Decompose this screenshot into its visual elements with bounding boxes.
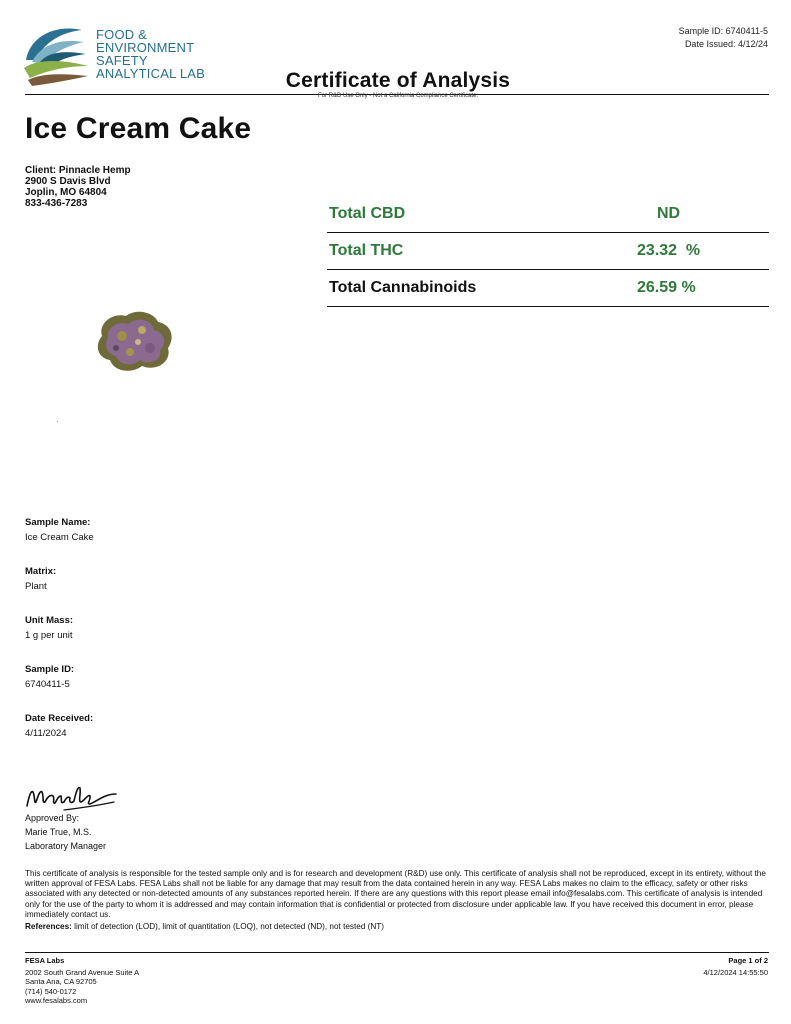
detail-date-received bbox=[25, 713, 94, 740]
date-issued: Date Issued: 4/12/24 bbox=[684, 39, 768, 49]
footer-page-info bbox=[703, 956, 768, 977]
detail-label: Sample Name: bbox=[25, 517, 91, 528]
summary-label: Total Cannabinoids bbox=[329, 279, 477, 296]
references-text: limit of detection (LOD), limit of quantitation (LOQ), not detected (ND), not tested (NT) bbox=[71, 922, 385, 931]
signature bbox=[24, 780, 120, 814]
summary-row-total-cannabinoids bbox=[327, 270, 769, 307]
client-phone: 833-436-7283 bbox=[25, 198, 88, 209]
detail-value: Plant bbox=[25, 581, 47, 592]
certificate-subtitle: For R&D Use Only - Not a California Compliance Certificate. bbox=[317, 93, 479, 99]
footer-website-link[interactable]: www.fesalabs.com bbox=[25, 995, 88, 1005]
summary-label: Total CBD bbox=[329, 205, 406, 222]
summary-label: Total THC bbox=[329, 242, 404, 259]
stray-mark bbox=[57, 421, 58, 422]
footer-address-line: Santa Ana, CA 92705 bbox=[25, 977, 97, 987]
product-photo bbox=[92, 306, 178, 376]
summary-row-total-cbd bbox=[327, 196, 769, 233]
detail-matrix bbox=[25, 566, 94, 593]
detail-sample-id bbox=[25, 664, 94, 691]
footer-address-line: 2002 South Grand Avenue Suite A bbox=[25, 968, 140, 978]
summary-row-total-thc bbox=[327, 233, 769, 270]
sample-details bbox=[25, 517, 94, 762]
summary-value: 23.32 % bbox=[637, 242, 701, 259]
client-city: Joplin, MO 64804 bbox=[25, 187, 107, 198]
client-street: 2900 S Davis Blvd bbox=[25, 176, 111, 187]
cannabinoid-summary bbox=[327, 196, 769, 307]
approved-by-label: Approved By: bbox=[25, 813, 80, 823]
sample-meta bbox=[679, 25, 768, 51]
footer-divider bbox=[25, 952, 769, 953]
logo-line: ENVIRONMENT bbox=[96, 40, 195, 55]
approver-name: Marie True, M.S. bbox=[25, 827, 92, 837]
detail-label: Date Received: bbox=[25, 713, 94, 724]
detail-value: 6740411-5 bbox=[25, 679, 70, 690]
logo-line: ANALYTICAL LAB bbox=[96, 66, 206, 81]
summary-value: 26.59 % bbox=[637, 279, 696, 296]
sample-id-header: Sample ID: 6740411-5 bbox=[678, 26, 768, 36]
detail-value: 4/11/2024 bbox=[25, 728, 67, 739]
detail-unit-mass bbox=[25, 615, 94, 642]
footer-lab-name: FESA Labs bbox=[25, 956, 65, 965]
references bbox=[25, 922, 384, 932]
logo-line: FOOD & bbox=[96, 27, 148, 42]
footer-phone: (714) 540-0172 bbox=[25, 986, 77, 996]
client-info bbox=[25, 165, 131, 209]
footer-lab-info bbox=[25, 956, 139, 1005]
logo-line: SAFETY bbox=[96, 53, 148, 68]
disclaimer-text: This certificate of analysis is responsible for the tested sample only and is for research and development (R&D) use only. This certificate of analysis shall not be reproduced, except in its entirety, without the written approval of FESA Labs. FESA Labs shall not be liable for any damage that may result from the data contained herein in any way. FESA Labs makes no claim to the efficacy, safety or other risks associated with any detected or non-detected amounts of any substances reported herein. If there are any questions with this report please email info@fesalabs.com. This certificate of analysis is intended only for the use of the party to whom it is addressed and may contain information that is confidential or protected from disclosure under applicable law. If you have received this document in error, please immediately contact us. bbox=[25, 869, 766, 919]
approver-role: Laboratory Manager bbox=[25, 841, 107, 851]
page-number: Page 1 of 2 bbox=[728, 956, 768, 965]
client-name: Client: Pinnacle Hemp bbox=[25, 165, 131, 176]
detail-label: Unit Mass: bbox=[25, 615, 74, 626]
detail-value: 1 g per unit bbox=[25, 630, 73, 641]
report-timestamp: 4/12/2024 14:55:50 bbox=[703, 968, 768, 978]
detail-value: Ice Cream Cake bbox=[25, 532, 94, 543]
detail-label: Sample ID: bbox=[25, 664, 75, 675]
product-name: Ice Cream Cake bbox=[25, 112, 252, 145]
detail-sample-name bbox=[25, 517, 94, 544]
references-label: References: bbox=[25, 922, 72, 931]
certificate-title: Certificate of Analysis bbox=[285, 69, 511, 92]
detail-label: Matrix: bbox=[25, 566, 57, 577]
approval-block bbox=[25, 811, 106, 853]
summary-value: ND bbox=[657, 205, 681, 222]
